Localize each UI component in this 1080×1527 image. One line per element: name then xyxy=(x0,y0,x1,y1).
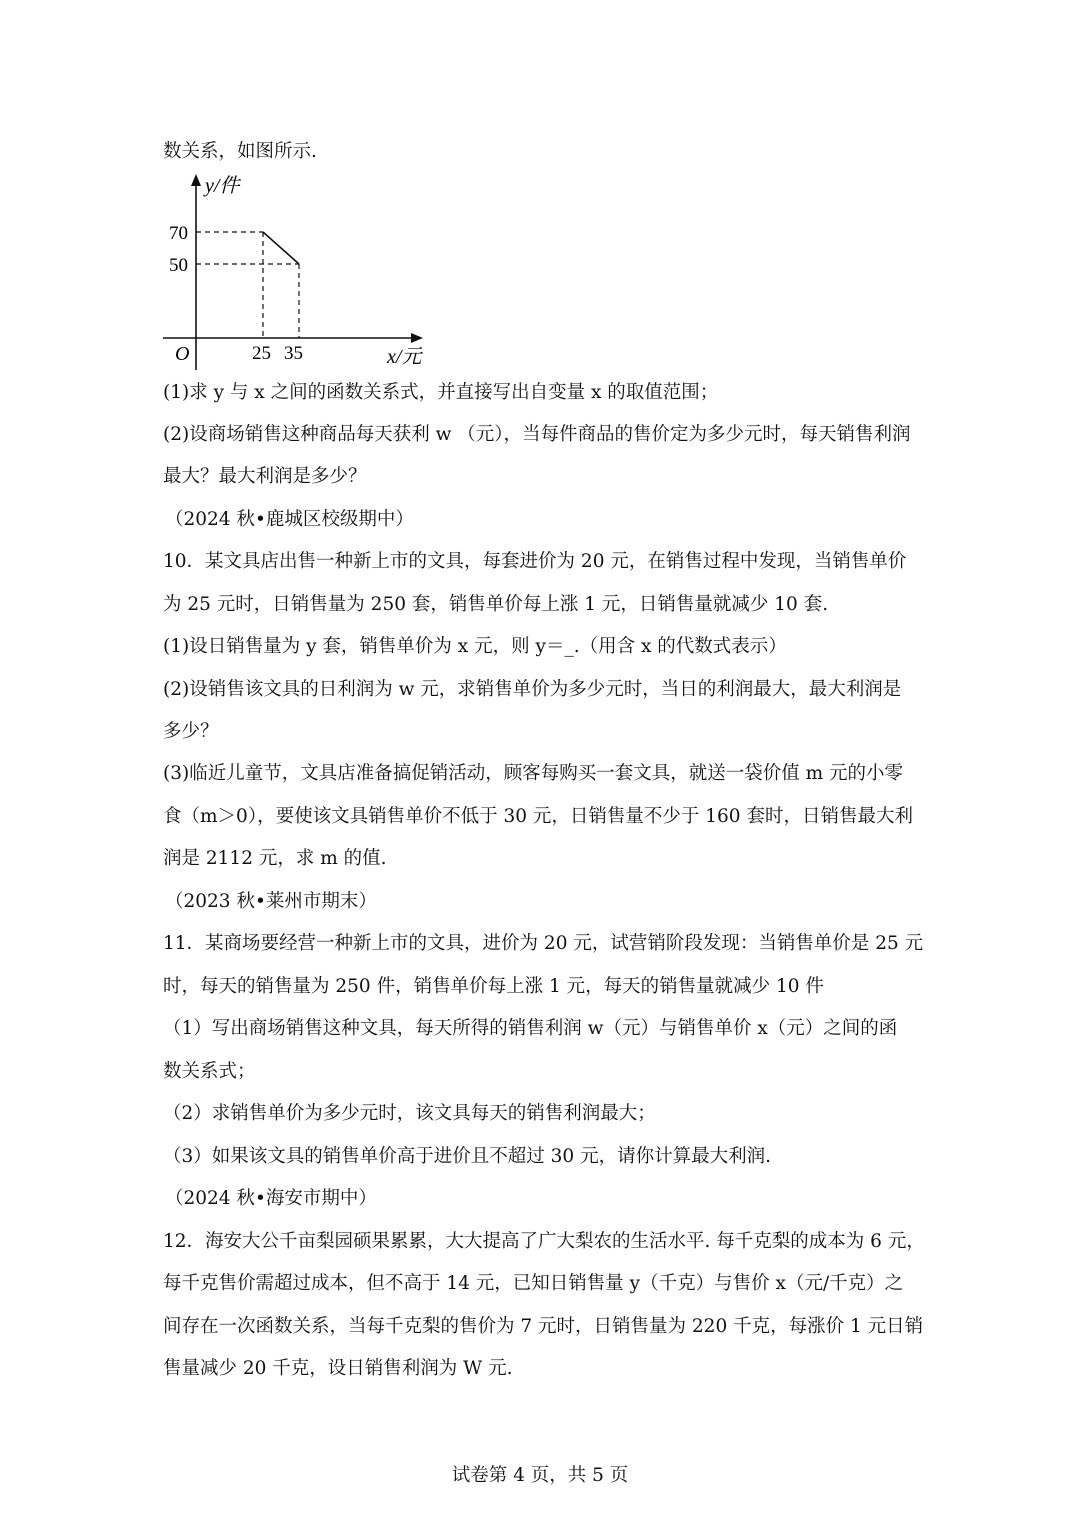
x-tick-35: 35 xyxy=(284,343,303,364)
text-line: 每千克售价需超过成本，但不高于 14 元，已知日销售量 y（千克）与售价 x（元/千克）之 xyxy=(163,1273,904,1294)
text-line: (2)设商场销售这种商品每天获利 w （元），当每件商品的售价定为多少元时，每天销售利润 xyxy=(163,424,911,445)
function-graph xyxy=(155,170,455,370)
text-line: 润是 2112 元，求 m 的值. xyxy=(163,848,387,869)
text-line: （2）求销售单价为多少元时，该文具每天的销售利润最大； xyxy=(163,1103,656,1124)
text-line: 时，每天的销售量为 250 件，销售单价每上涨 1 元，每天的销售量就减少 10 件 xyxy=(163,976,824,997)
text-line: (3)临近儿童节，文具店准备搞促销活动，顾客每购买一套文具，就送一袋价值 m 元的小零 xyxy=(163,763,904,784)
text-line: 数关系式； xyxy=(163,1061,256,1082)
text-line: 间存在一次函数关系，当每千克梨的售价为 7 元时，日销售量为 220 千克，每涨价 1 元日销 xyxy=(163,1316,924,1337)
y-axis-label: y/件 xyxy=(205,175,240,197)
y-tick-50: 50 xyxy=(169,255,188,276)
function-segment xyxy=(263,232,299,264)
source-tag: （2024 秋•鹿城区校级期中） xyxy=(165,509,414,530)
text-line: 多少？ xyxy=(163,721,219,742)
x-axis-label: x/元 xyxy=(387,346,422,368)
text-line: （1）写出商场销售这种文具，每天所得的销售利润 w（元）与销售单价 x（元）之间的函 xyxy=(163,1018,898,1039)
origin-label: O xyxy=(175,343,190,365)
intro-line: 数关系，如图所示. xyxy=(163,141,317,162)
text-line: 10．某文具店出售一种新上市的文具，每套进价为 20 元，在销售过程中发现，当销售单价 xyxy=(163,551,907,572)
x-tick-25: 25 xyxy=(252,343,271,364)
text-line: 食（m＞0），要使该文具销售单价不低于 30 元，日销售量不少于 160 套时，日销售最大利 xyxy=(163,806,913,827)
text-line: (1)求 y 与 x 之间的函数关系式，并直接写出自变量 x 的取值范围； xyxy=(163,382,719,403)
text-line: 售量减少 20 千克，设日销售利润为 W 元. xyxy=(163,1358,513,1379)
text-line: （3）如果该文具的销售单价高于进价且不超过 30 元，请你计算最大利润. xyxy=(163,1146,771,1167)
text-line: (2)设销售该文具的日利润为 w 元，求销售单价为多少元时，当日的利润最大，最大利润是 xyxy=(163,679,902,700)
source-tag: （2023 秋•莱州市期末） xyxy=(165,891,377,912)
text-line: 12．海安大公千亩梨园硕果累累，大大提高了广大梨农的生活水平. 每千克梨的成本为 6 元， xyxy=(163,1231,925,1252)
text-line: 为 25 元时，日销售量为 250 套，销售单价每上涨 1 元，日销售量就减少 10 套. xyxy=(163,594,829,615)
text-line: 最大？最大利润是多少？ xyxy=(163,466,367,487)
page-footer: 试卷第 4 页，共 5 页 xyxy=(451,1465,629,1486)
text-line: (1)设日销售量为 y 套，销售单价为 x 元，则 y＝_.（用含 x 的代数式表示） xyxy=(163,636,787,657)
y-tick-70: 70 xyxy=(169,223,188,244)
source-tag: （2024 秋•海安市期中） xyxy=(165,1188,377,1209)
text-line: 11．某商场要经营一种新上市的文具，进价为 20 元，试营销阶段发现：当销售单价是 25 元 xyxy=(163,933,924,954)
